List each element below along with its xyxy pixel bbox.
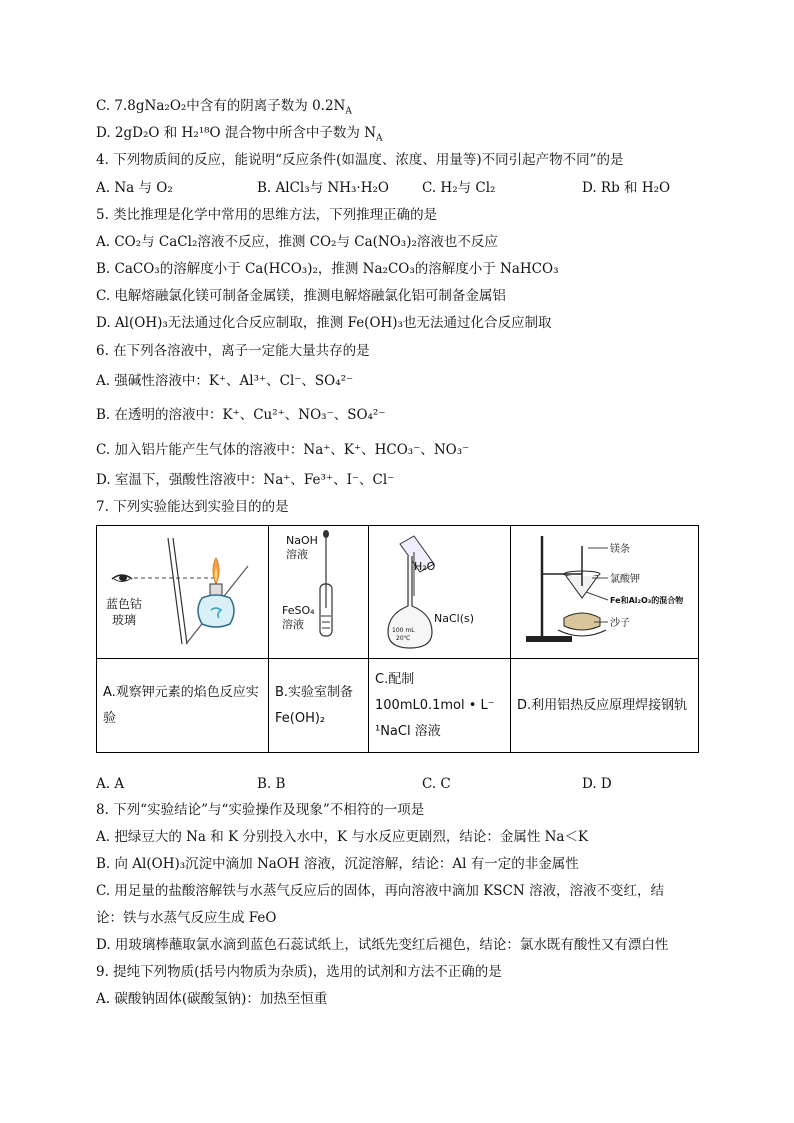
label-naoh-2: 溶液 <box>285 548 308 561</box>
exp-c-caption <box>369 659 511 753</box>
q8-option-c-2: 论：铁与水蒸气反应生成 FeO <box>96 910 277 926</box>
q7-option-d: D. D <box>582 776 612 792</box>
q3-option-d: D. 2gD₂O 和 H₂¹⁸O 混合物中所含中子数为 $N_A$ <box>96 125 383 144</box>
exp-c-figure <box>369 526 511 659</box>
q4-option-c: C. H₂与 Cl₂ <box>422 180 496 196</box>
label-20c: 20℃ <box>395 635 410 642</box>
q4-option-d: D. Rb 和 H₂O <box>582 180 671 196</box>
q9-stem: 9. 提纯下列物质(括号内物质为杂质)，选用的试剂和方法不正确的是 <box>96 964 502 980</box>
q7-experiment-table <box>96 525 699 753</box>
q5-option-d: D. Al(OH)₃无法通过化合反应制取，推测 Fe(OH)₃也无法通过化合反应制取 <box>96 315 552 331</box>
label-fe-al2o3: Fe和Al₂O₃的混合物 <box>609 596 683 605</box>
q7-stem: 7. 下列实验能达到实验目的的是 <box>96 499 289 515</box>
label-naoh: NaOH <box>285 534 318 547</box>
label-cobalt-glass-2: 玻璃 <box>111 613 136 627</box>
exp-b-figure <box>269 526 369 659</box>
exp-a-figure <box>97 526 269 659</box>
q4-option-b: B. AlCl₃与 NH₃·H₂O <box>257 180 389 196</box>
label-water: H₂O <box>413 560 435 573</box>
exp-c-caption-2: 100mL0.1mol • L⁻ <box>375 697 495 713</box>
q3-option-c: C. 7.8gNa₂O₂中含有的阴离子数为 $0.2N_A$ <box>96 98 352 117</box>
label-kclo3: 氯酸钾 <box>609 574 640 585</box>
q6-option-d: D. 室温下，强酸性溶液中：Na⁺、Fe³⁺、I⁻、Cl⁻ <box>96 472 395 488</box>
label-nacl: NaCl(s) <box>433 612 474 625</box>
fe-oh2-diagram <box>270 526 368 654</box>
q8-option-d: D. 用玻璃棒蘸取氯水滴到蓝色石蕊试纸上，试纸先变红后褪色，结论：氯水既有酸性又有漂白性 <box>96 937 669 953</box>
q5-option-b: B. CaCO₃的溶解度小于 Ca(HCO₃)₂，推测 Na₂CO₃的溶解度小于 NaHCO₃ <box>96 261 559 277</box>
q6-option-c: C. 加入铝片能产生气体的溶液中：Na⁺、K⁺、HCO₃⁻、NO₃⁻ <box>96 442 470 458</box>
flame-test-diagram <box>98 526 268 654</box>
q6-option-a: A. 强碱性溶液中：K⁺、Al³⁺、Cl⁻、SO₄²⁻ <box>96 373 354 389</box>
exp-d-caption: D.利用铝热反应原理焊接钢轨 <box>511 659 699 753</box>
q5-stem: 5. 类比推理是化学中常用的思维方法，下列推理正确的是 <box>96 207 438 223</box>
exp-a-caption: A.观察钾元素的焰色反应实验 <box>97 659 269 753</box>
q5-option-c: C. 电解熔融氯化镁可制备金属镁，推测电解熔融氯化铝可制备金属铝 <box>96 288 506 304</box>
q4-stem: 4. 下列物质间的反应，能说明“反应条件(如温度、浓度、用量等)不同引起产物不同”的是 <box>96 152 624 168</box>
exp-d-figure <box>511 526 699 659</box>
q9-option-a: A. 碳酸钠固体(碳酸氢钠)：加热至恒重 <box>96 991 328 1007</box>
exp-c-caption-3: ¹NaCl 溶液 <box>375 723 441 739</box>
q7-option-a: A. A <box>96 776 125 792</box>
q7-option-c: C. C <box>422 776 451 792</box>
q8-option-a: A. 把绿豆大的 Na 和 K 分别投入水中，K 与水反应更剧烈，结论：金属性 Na＜K <box>96 829 589 845</box>
label-feso4-2: 溶液 <box>281 618 304 631</box>
label-mg-strip: 镁条 <box>609 544 630 555</box>
label-cobalt-glass: 蓝色钴 <box>105 597 142 611</box>
q8-stem: 8. 下列“实验结论”与“实验操作及现象”不相符的一项是 <box>96 802 425 818</box>
q8-option-c-1: C. 用足量的盐酸溶解铁与水蒸气反应后的固体，再向溶液中滴加 KSCN 溶液，溶液不变红，结 <box>96 883 664 899</box>
q6-stem: 6. 在下列各溶液中，离子一定能大量共存的是 <box>96 343 370 359</box>
q4-option-a: A. Na 与 O₂ <box>96 180 173 196</box>
exp-c-caption-1: C.配制 <box>375 671 415 687</box>
label-feso4: FeSO₄ <box>281 604 315 617</box>
q7-option-b: B. B <box>257 776 286 792</box>
q5-option-a: A. CO₂与 CaCl₂溶液不反应，推测 CO₂与 Ca(NO₃)₂溶液也不反应 <box>96 234 498 250</box>
q8-option-b: B. 向 Al(OH)₃沉淀中滴加 NaOH 溶液，沉淀溶解，结论：Al 有一定的非金属性 <box>96 856 579 872</box>
label-100ml: 100 mL <box>391 627 415 634</box>
volumetric-flask-diagram <box>370 526 510 654</box>
label-sand: 沙子 <box>609 618 630 629</box>
q6-option-b: B. 在透明的溶液中：K⁺、Cu²⁺、NO₃⁻、SO₄²⁻ <box>96 407 386 423</box>
thermite-diagram <box>512 526 698 654</box>
exp-b-caption: B.实验室制备Fe(OH)₂ <box>269 659 369 753</box>
